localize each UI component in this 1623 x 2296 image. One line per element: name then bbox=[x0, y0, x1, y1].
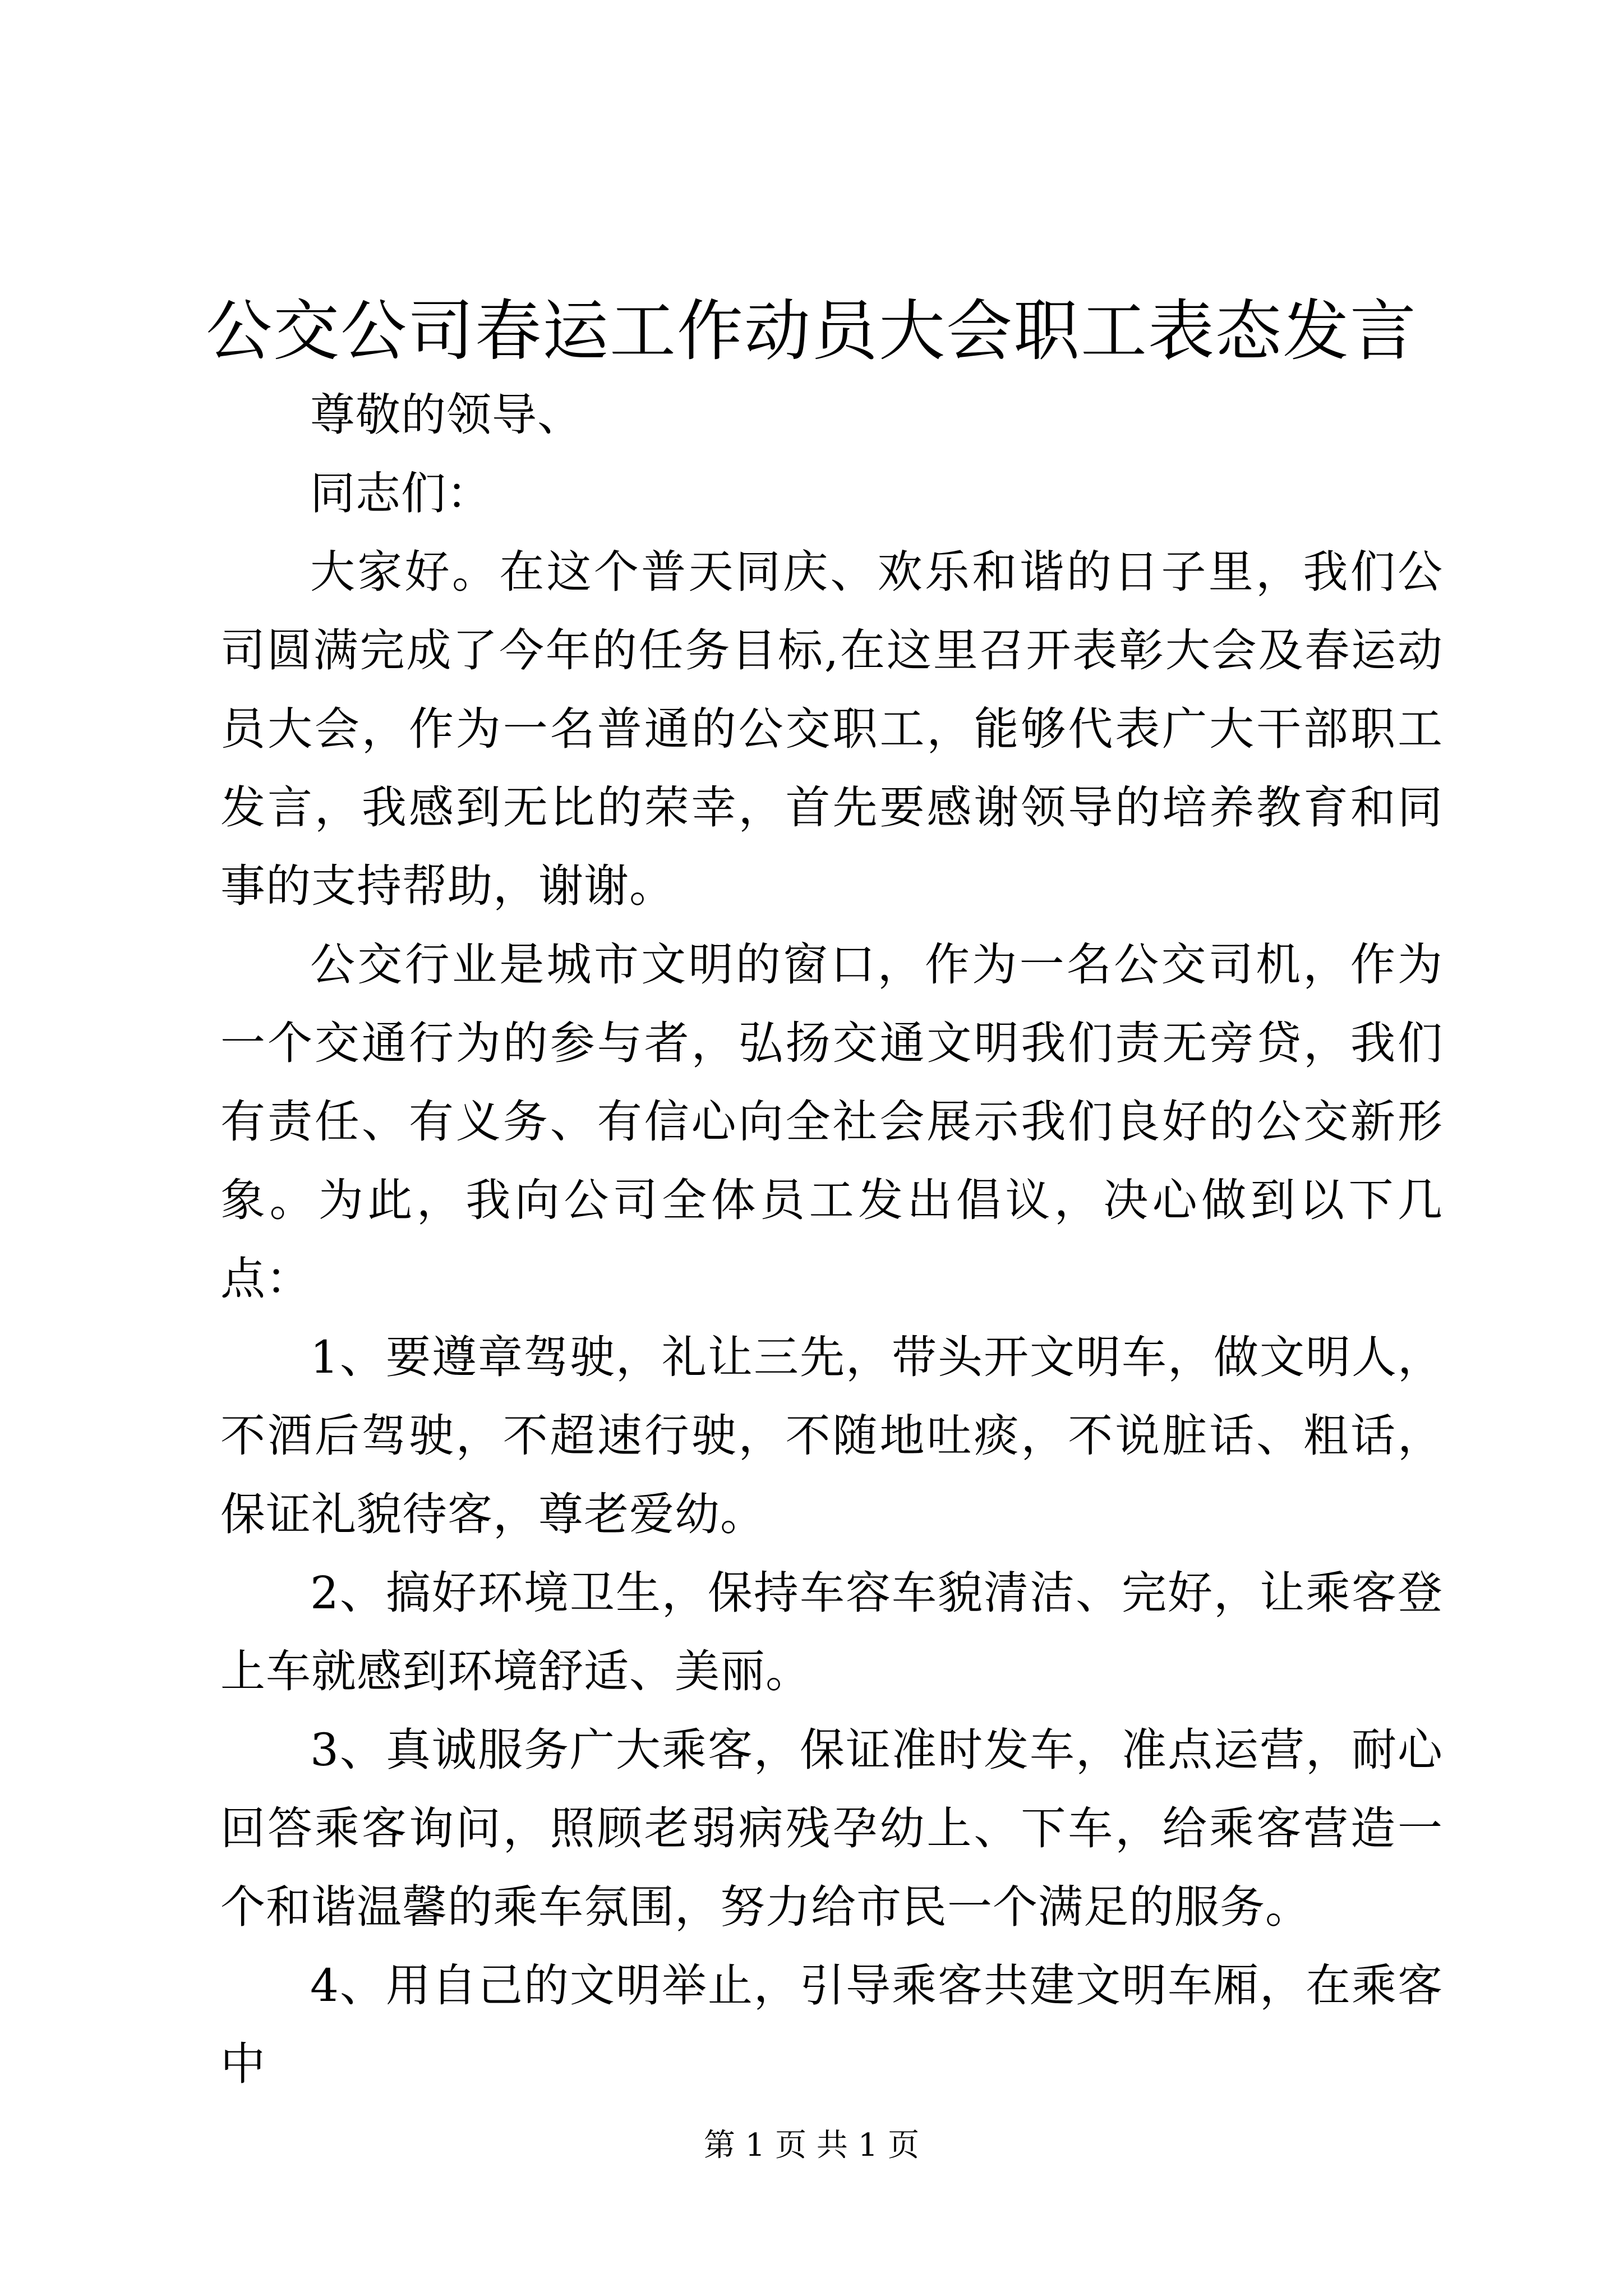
document-title: 公交公司春运工作动员大会职工表态发言 bbox=[205, 292, 1417, 370]
page-footer: 第 1 页 共 1 页 bbox=[703, 2127, 920, 2164]
paragraph-point-4: 4、用自己的文明举止，引导乘客共建文明车厢，在乘客中 bbox=[220, 1959, 1443, 2090]
paragraph-salutation-2: 同志们： bbox=[310, 467, 492, 519]
paragraph-point-1: 1、要遵章驾驶，礼让三先，带头开文明车，做文明人，不酒后驾驶，不超速行驶，不随地吐痰，不说脏话、粗话，保证礼貌待客，尊老爱幼。 bbox=[220, 1331, 1443, 1540]
paragraph-salutation-1: 尊敬的领导、 bbox=[310, 389, 583, 441]
paragraph-point-2: 2、搞好环境卫生，保持车容车貌清洁、完好，让乘客登上车就感到环境舒适、美丽。 bbox=[220, 1567, 1443, 1697]
document-body bbox=[220, 376, 1443, 2104]
paragraph-greeting: 大家好。在这个普天同庆、欢乐和谐的日子里，我们公司圆满完成了今年的任务目标,在这里召开表彰大会及春运动员大会，作为一名普通的公交职工，能够代表广大干部职工发言，我感到无比的荣幸，首先要感谢领导的培养教育和同事的支持帮助，谢谢。 bbox=[220, 546, 1443, 912]
paragraph-point-3: 3、真诚服务广大乘客，保证准时发车，准点运营，耐心回答乘客询问，照顾老弱病残孕幼上、下车，给乘客营造一个和谐温馨的乘车氛围，努力给市民一个满足的服务。 bbox=[220, 1724, 1443, 1933]
paragraph-initiative: 公交行业是城市文明的窗口，作为一名公交司机，作为一个交通行为的参与者，弘扬交通文明我们责无旁贷，我们有责任、有义务、有信心向全社会展示我们良好的公交新形象。为此，我向公司全体员工发出倡议，决心做到以下几点： bbox=[220, 938, 1443, 1305]
